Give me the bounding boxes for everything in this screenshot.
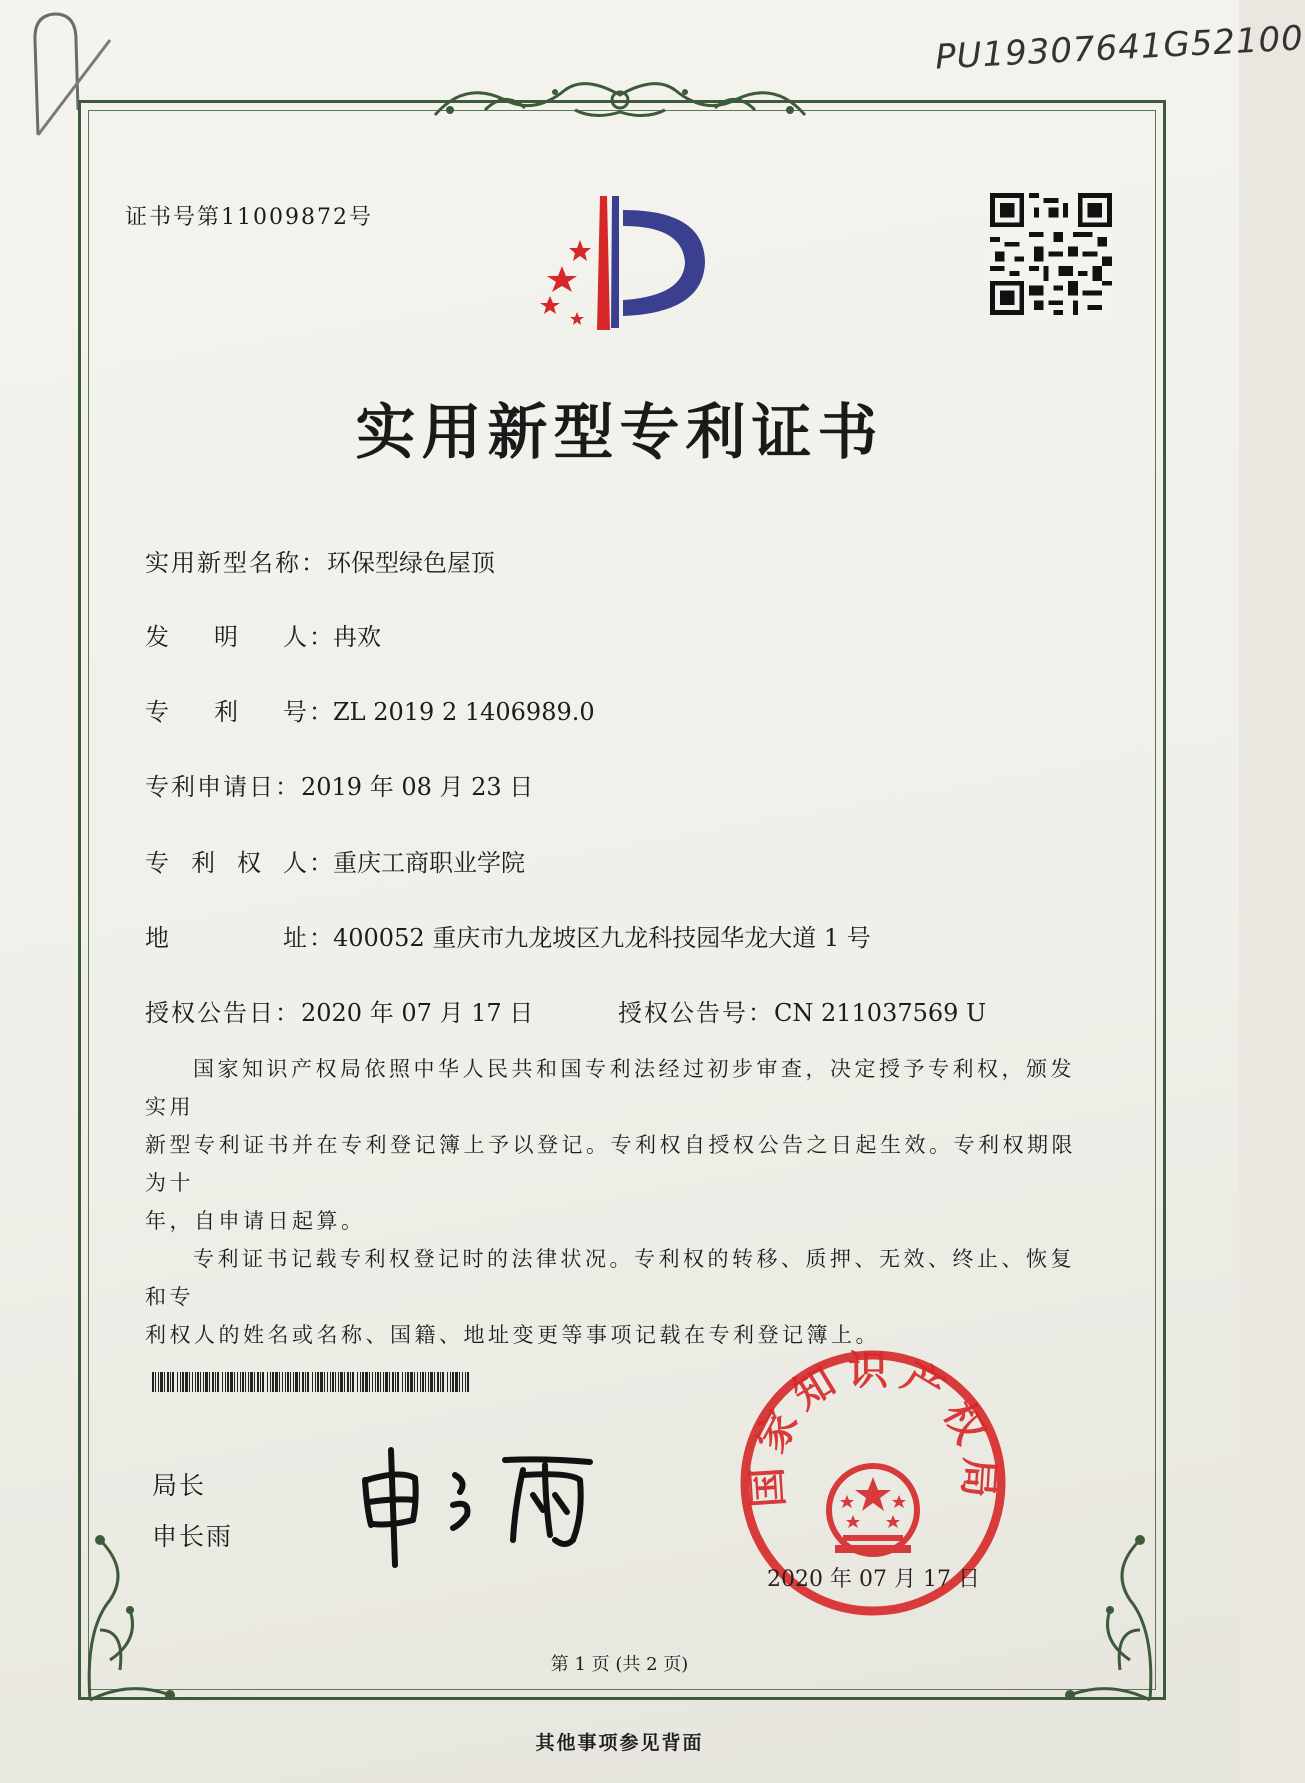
field-grant-number	[618, 993, 986, 1028]
field-label: 授权公告号：	[618, 999, 774, 1027]
field-value: 冉欢	[333, 623, 381, 651]
field-value: CN 211037569 U	[774, 999, 987, 1027]
footer-note: 其他事项参见背面	[535, 1732, 704, 1754]
seal-date: 2020 年 07 月 17 日	[767, 1567, 980, 1592]
body-line: 国家知识产权局依照中华人民共和国专利法经过初步审查，决定授予专利权，颁发实用	[145, 1057, 1075, 1119]
body-line: 专利证书记载专利权登记时的法律状况。专利权的转移、质押、无效、终止、恢复和专	[145, 1247, 1075, 1309]
signature-icon	[355, 1440, 635, 1570]
handwritten-note: PU19307641G52100	[934, 18, 1305, 78]
field-label: 专 利 权 人	[145, 849, 309, 877]
qr-code-icon	[990, 193, 1112, 315]
body-line: 新型专利证书并在专利登记簿上予以登记。专利权自授权公告之日起生效。专利权期限为十	[145, 1133, 1076, 1195]
certificate-number: 证书号第11009872号	[125, 205, 373, 230]
field-value: ZL 2019 2 1406989.0	[333, 698, 595, 726]
field-label: 专利申请日：	[145, 773, 301, 801]
director-name: 申长雨	[152, 1522, 234, 1551]
field-label: 授权公告日：	[145, 999, 301, 1027]
certificate-body	[145, 1050, 1095, 1354]
body-line: 利权人的姓名或名称、国籍、地址变更等事项记载在专利登记簿上。	[145, 1323, 880, 1347]
corner-ornament-right-icon	[1050, 1510, 1170, 1710]
field-label: 发 明 人	[145, 623, 309, 651]
field-value: 2019 年 08 月 23 日	[301, 773, 534, 801]
field-patent-number: 专 利 号 ： ZL 2019 2 1406989.0	[145, 692, 595, 727]
field-inventor: 发 明 人 ： 冉欢	[145, 617, 381, 652]
field-address: 地 址 ： 400052 重庆市九龙坡区九龙科技园华龙大道 1 号	[145, 918, 871, 953]
page-indicator: 第 1 页 (共 2 页)	[550, 1654, 689, 1675]
cnipa-logo-icon	[515, 188, 715, 338]
field-value: 400052 重庆市九龙坡区九龙科技园华龙大道 1 号	[333, 924, 871, 952]
field-label: 地 址	[145, 924, 309, 952]
field-grant-date	[145, 993, 533, 1028]
field-filing-date	[145, 767, 533, 802]
certificate-title: 实用新型专利证书	[355, 398, 884, 468]
field-label: 专 利 号	[145, 698, 309, 726]
top-ornament-icon	[425, 70, 815, 130]
field-utility-model-name	[145, 543, 495, 578]
field-patentee: 专 利 权 人 ： 重庆工商职业学院	[145, 843, 525, 878]
body-line: 年，自申请日起算。	[145, 1209, 366, 1233]
field-value: 2020 年 07 月 17 日	[301, 999, 534, 1027]
director-title: 局长	[152, 1471, 207, 1500]
field-value: 环保型绿色屋顶	[327, 549, 495, 577]
field-label: 实用新型名称：	[145, 549, 327, 577]
svg-text:国家知识产权局: 国家知识产权局	[742, 1346, 1004, 1509]
barcode-icon	[152, 1372, 470, 1392]
field-value: 重庆工商职业学院	[333, 849, 525, 877]
